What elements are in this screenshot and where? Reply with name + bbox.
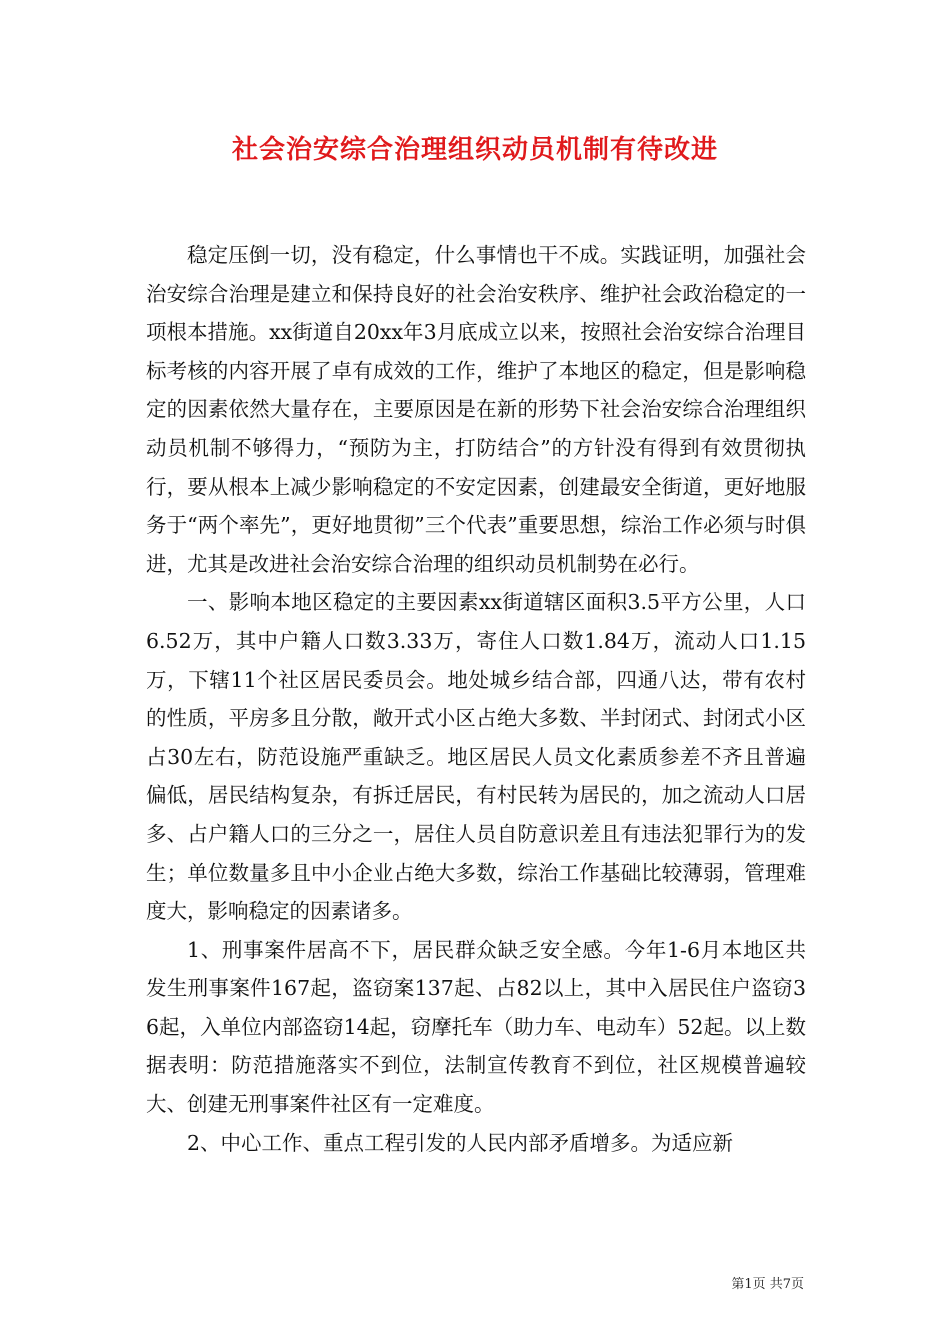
paragraph-item-one: 1、刑事案件居高不下，居民群众缺乏安全感。今年1-6月本地区共发生刑事案件167起，盗窃案137起、占82以上，其中入居民住户盗窃36起，入单位内部盗窃14起，窃摩托车（助力车、电动车）52起。以上数据表明：防范措施落实不到位，法制宣传教育不到位，社区规模普遍较大、创建无刑事案件社区有一定难度。	[146, 937, 806, 1117]
paragraph-intro: 稳定压倒一切，没有稳定，什么事情也干不成。实践证明，加强社会治安综合治理是建立和保持良好的社会治安秩序、维护社会政治稳定的一项根本措施。xx街道自20xx年3月底成立以来，按照社会治安综合治理目标考核的内容开展了卓有成效的工作，维护了本地区的稳定，但是影响稳定的因素依然大量存在，主要原因是在新的形势下社会治安综合治理组织动员机制不够得力，“预防为主，打防结合”的方针没有得到有效贯彻执行，要从根本上减少影响稳定的不安定因素，创建最安全街道，更好地服务于“两个率先”，更好地贯彻”三个代表”重要思想，综治工作必须与时俱进，尤其是改进社会治安综合治理的组织动员机制势在必行。	[146, 243, 806, 576]
paragraph-item-two: 2、中心工作、重点工程引发的人民内部矛盾增多。为适应新	[187, 1130, 734, 1155]
paragraph-section-one: 一、影响本地区稳定的主要因素xx街道辖区面积3.5平方公里，人口6.52万，其中户籍人口数3.33万，寄住人口数1.84万，流动人口1.15万，下辖11个社区居民委员会。地处城乡结合部，四通八达，带有农村的性质，平房多且分散，敞开式小区占绝大多数、半封闭式、封闭式小区占30左右，防范设施严重缺乏。地区居民人员文化素质参差不齐且普遍偏低，居民结构复杂，有拆迁居民，有村民转为居民的，加之流动人口居多、占户籍人口的三分之一，居住人员自防意识差且有违法犯罪行为的发生；单位数量多且中小企业占绝大多数，综治工作基础比较薄弱，管理难度大，影响稳定的因素诸多。	[146, 590, 806, 924]
document-title: 社会治安综合治理组织动员机制有待改进	[231, 135, 718, 165]
page-number-footer: 第1页 共7页	[731, 1277, 804, 1292]
document-body	[146, 236, 806, 1162]
